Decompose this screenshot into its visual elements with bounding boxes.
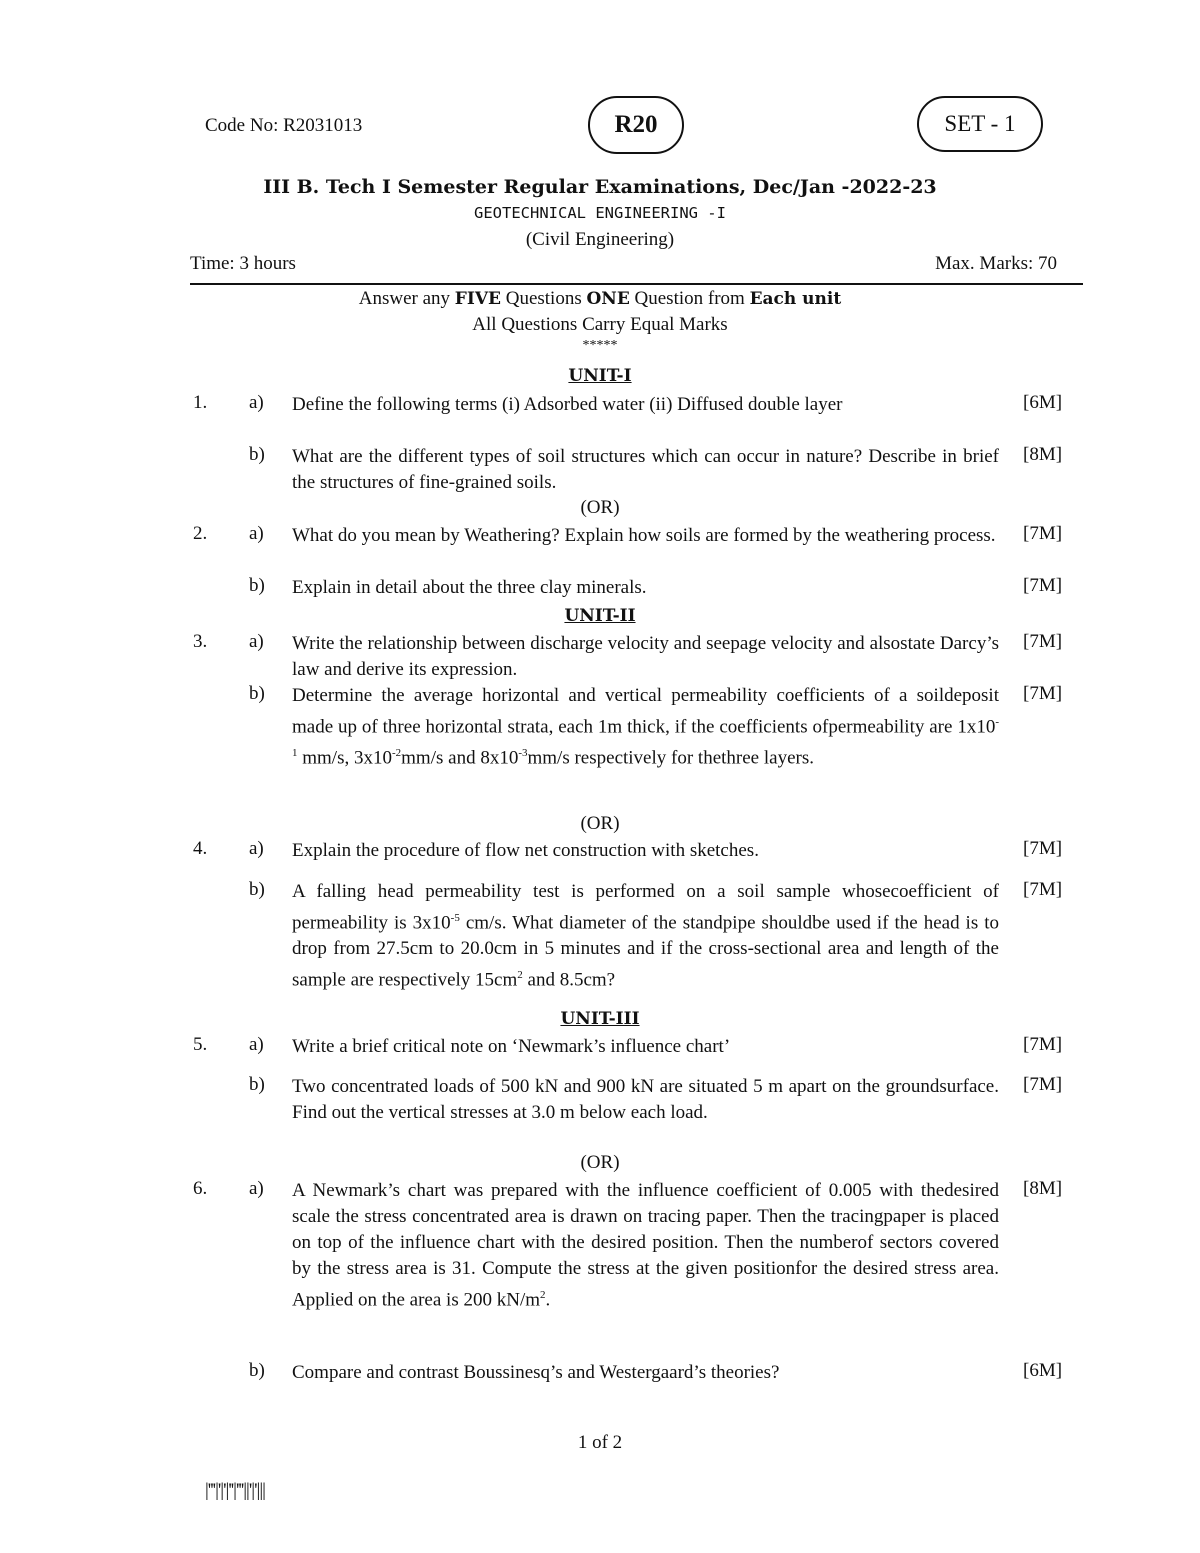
or-separator: (OR) <box>580 813 620 834</box>
regulation-badge: R20 <box>588 96 684 154</box>
question-number: 1. <box>193 392 208 413</box>
header-divider <box>190 283 1083 285</box>
part-label: b) <box>249 575 265 596</box>
unit-heading-2: UNIT-II <box>564 606 636 626</box>
unit-heading-1: UNIT-I <box>568 366 632 386</box>
barcode: |'''|'|'|''|'''||'|'||| <box>205 1480 265 1501</box>
question-number: 4. <box>193 838 208 859</box>
page-number: 1 of 2 <box>577 1432 623 1453</box>
or-separator: (OR) <box>580 1152 620 1173</box>
part-label: b) <box>249 1074 265 1095</box>
max-marks-label: Max. Marks: 70 <box>935 253 1057 274</box>
question-text: Write the relationship between discharge velocity and seepage velocity and alsostate Darcy’s law and derive its expression. <box>292 633 999 680</box>
marks-label: [7M] <box>1023 1034 1063 1055</box>
branch: (Civil Engineering) <box>525 229 675 250</box>
question-text: Two concentrated loads of 500 kN and 900 kN are situated 5 m apart on the groundsurface. Find out the vertical stresses at 3.0 m below each load. <box>292 1076 999 1123</box>
question-number: 5. <box>193 1034 208 1055</box>
part-label: a) <box>249 523 264 544</box>
marks-label: [7M] <box>1023 575 1063 596</box>
exam-title: III B. Tech I Semester Regular Examinations, Dec/Jan -2022-23 <box>263 176 937 198</box>
question-text: Define the following terms (i) Adsorbed water (ii) Diffused double layer <box>292 394 843 415</box>
question-text: Explain in detail about the three clay minerals. <box>292 577 647 598</box>
question-number: 6. <box>193 1178 208 1199</box>
question-text: Determine the average horizontal and vertical permeability coefficients of a soildeposit made up of three horizontal strata, each 1m thick, if the coefficients ofpermeability are $1x10^{-1}$ mm/s, $3x10^{-2}mm/s$ and $8x10^{-3}mm/s$ respectively for thethree layers. <box>292 685 999 769</box>
or-separator: (OR) <box>580 497 620 518</box>
part-label: b) <box>249 879 265 900</box>
time-label: Time: 3 hours <box>190 253 296 274</box>
question-number: 2. <box>193 523 208 544</box>
marks-label: [6M] <box>1023 392 1063 413</box>
question-number: 3. <box>193 631 208 652</box>
question-text: What are the different types of soil structures which can occur in nature? Describe in brief the structures of fine-grained soils. <box>292 446 999 493</box>
marks-label: [7M] <box>1023 879 1063 900</box>
marks-label: [7M] <box>1023 838 1063 859</box>
question-text: Compare and contrast Boussinesq’s and Westergaard’s theories? <box>292 1362 780 1383</box>
stars-divider: ***** <box>582 338 618 353</box>
marks-label: [7M] <box>1023 523 1063 544</box>
question-text: What do you mean by Weathering? Explain how soils are formed by the weathering process. <box>292 525 996 546</box>
code-number: Code No: R2031013 <box>205 115 363 136</box>
marks-label: [7M] <box>1023 1074 1063 1095</box>
set-badge: SET - 1 <box>917 96 1043 152</box>
question-text: Write a brief critical note on ‘Newmark’s influence chart’ <box>292 1036 731 1057</box>
instruction-line-2: All Questions Carry Equal Marks <box>472 314 728 335</box>
part-label: a) <box>249 1034 264 1055</box>
question-text: A falling head permeability test is performed on a soil sample whosecoefficient of permeability is $3x10^{-5}$ cm/s. What diameter of the standpipe shouldbe used if the head is to drop from 27.5cm to 20.0cm in 5 minutes and if the cross-sectional area and length of the sample are respectively $15cm^2$ and 8.5cm? <box>292 881 999 991</box>
subject-title: GEOTECHNICAL ENGINEERING -I <box>474 204 726 222</box>
marks-label: [7M] <box>1023 631 1063 652</box>
question-text: A Newmark’s chart was prepared with the influence coefficient of 0.005 with thedesired scale the stress concentrated area is drawn on tracing paper. Then the tracingpaper is placed on top of the influence chart with the desired position. Then the numberof sectors covered by the stress area is 31. Compute the stress at the given positionfor the desired stress area. Applied on the area is 200 $kN/m^2$. <box>292 1180 999 1311</box>
marks-label: [7M] <box>1023 683 1063 704</box>
part-label: b) <box>249 444 265 465</box>
part-label: a) <box>249 838 264 859</box>
part-label: b) <box>249 683 265 704</box>
part-label: b) <box>249 1360 265 1381</box>
part-label: a) <box>249 1178 264 1199</box>
marks-label: [8M] <box>1023 1178 1063 1199</box>
part-label: a) <box>249 631 264 652</box>
marks-label: [8M] <box>1023 444 1063 465</box>
unit-heading-3: UNIT-III <box>560 1009 640 1029</box>
instruction-line-1: Answer any FIVE Questions ONE Question from Each unit <box>358 288 842 309</box>
part-label: a) <box>249 392 264 413</box>
question-text: Explain the procedure of flow net construction with sketches. <box>292 840 759 861</box>
marks-label: [6M] <box>1023 1360 1063 1381</box>
